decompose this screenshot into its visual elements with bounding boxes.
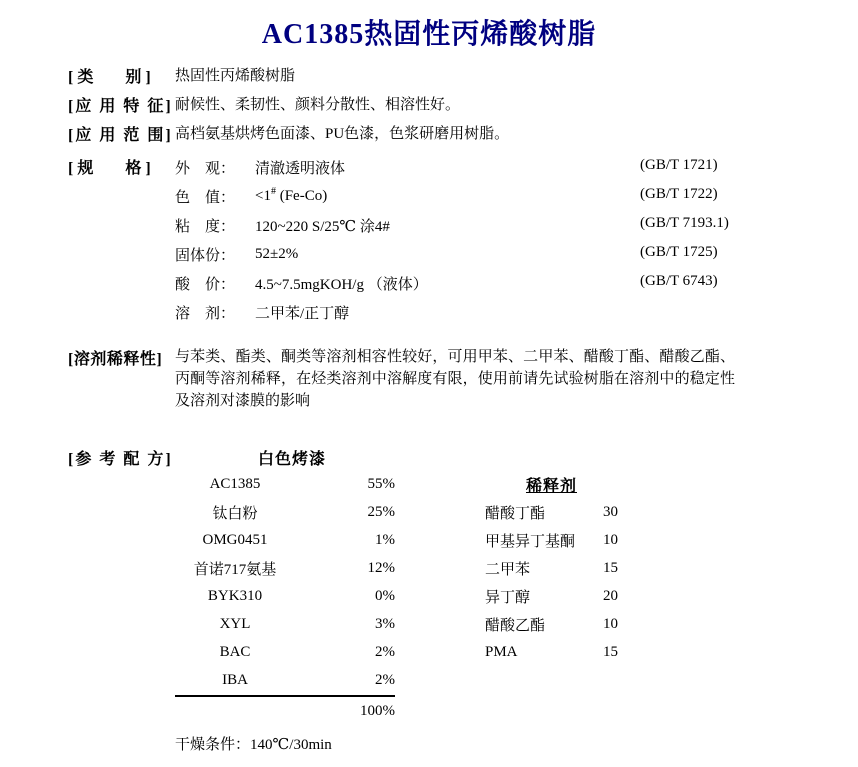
spec-standard: (GB/T 1725) (640, 244, 718, 260)
solvent-dilution-text: 与苯类、酯类、酮类等溶剂相容性较好，可用甲苯、二甲苯、醋酸丁酯、醋酸乙酯、丙酮等溶剂稀释，在烃类溶剂中溶解度有限，使用前请先试验树脂在溶剂中的稳定性及溶剂对漆膜的影响 (175, 349, 735, 409)
component-pct: 2% (375, 671, 395, 688)
component-pct: 1% (375, 531, 395, 548)
spec-row-color-value (175, 182, 848, 211)
scope-row (68, 122, 838, 145)
spec-standard: (GB/T 1721) (640, 157, 718, 173)
formula-row (175, 470, 395, 498)
paint-title: 白色烤漆 (258, 451, 327, 468)
thinner-qty: 30 (603, 503, 618, 520)
thinner-row (485, 526, 618, 554)
spec-standard: (GB/T 1722) (640, 186, 718, 202)
formula-label-row (68, 446, 838, 469)
spec-value: <1# (Fe-Co) (255, 186, 328, 204)
thinner-table (485, 470, 618, 666)
formula-row (175, 666, 395, 694)
spec-value: 4.5~7.5mgKOH/g （液体） (255, 277, 428, 293)
drying-condition: 干燥条件：140℃/30min (175, 737, 332, 753)
formula-row (175, 526, 395, 554)
thinner-name: 异丁醇 (485, 589, 531, 606)
category-value: 热固性丙烯酸树脂 (175, 68, 296, 84)
spec-row-acid-value (175, 269, 848, 298)
spec-value: 120~220 S/25℃ 涂4# (255, 219, 390, 235)
component-pct: 25% (367, 503, 395, 520)
features-row (68, 93, 838, 116)
component-pct: 12% (367, 559, 395, 576)
component-name: 钛白粉 (212, 505, 258, 522)
formula-row (175, 554, 395, 582)
spec-standard: (GB/T 6743) (640, 273, 718, 289)
spec-name: 溶 剂： (175, 306, 236, 322)
thinner-name: PMA (485, 643, 518, 660)
spec-value: 清澈透明液体 (255, 161, 346, 177)
thinner-qty: 15 (603, 643, 618, 660)
solvent-dilution-label: [溶剂稀释性] (68, 351, 163, 368)
specs-label: [ 规 格 ] (68, 160, 151, 177)
component-name: IBA (222, 671, 248, 688)
component-pct: 3% (375, 615, 395, 632)
thinner-row (485, 498, 618, 526)
thinner-row (485, 582, 618, 610)
formula-row (175, 638, 395, 666)
thinner-name: 醋酸丁酯 (485, 505, 546, 522)
formula-total: 100% (360, 703, 395, 719)
scope-value: 高档氨基烘烤色面漆、PU色漆，色浆研磨用树脂。 (175, 126, 510, 142)
component-pct: 55% (367, 475, 395, 492)
formula-row (175, 610, 395, 638)
spec-row-viscosity (175, 211, 848, 240)
spec-name: 固体份： (175, 248, 236, 264)
thinner-header: 稀释剂 (525, 477, 577, 495)
formula-row (175, 498, 395, 526)
component-name: BYK310 (207, 587, 263, 604)
thinner-name: 甲基异丁基酮 (485, 533, 576, 550)
component-pct: 0% (375, 587, 395, 604)
features-value: 耐候性、柔韧性、颜料分散性、相溶性好。 (175, 97, 461, 113)
formula-row (175, 582, 395, 610)
specs-table (175, 153, 848, 327)
formula-label: [参 考 配 方] (68, 451, 173, 468)
component-name: OMG0451 (202, 531, 268, 548)
spec-standard: (GB/T 7193.1) (640, 215, 729, 231)
thinner-name: 醋酸乙酯 (485, 617, 546, 634)
thinner-row (485, 610, 618, 638)
category-row (68, 64, 838, 87)
thinner-qty: 20 (603, 587, 618, 604)
thinner-name: 二甲苯 (485, 561, 531, 578)
thinner-qty: 10 (603, 531, 618, 548)
component-name: 首诺717氨基 (193, 561, 277, 578)
category-label: [ 类 别 ] (68, 69, 151, 86)
scope-label: [应 用 范 围] (68, 127, 173, 144)
spec-name: 粘 度： (175, 219, 236, 235)
spec-row-solvent (175, 298, 848, 327)
spec-name: 酸 价： (175, 277, 236, 293)
component-name: XYL (219, 615, 251, 632)
component-pct: 2% (375, 643, 395, 660)
component-name: AC1385 (209, 475, 261, 492)
features-label: [应 用 特 征] (68, 98, 173, 115)
spec-row-appearance (175, 153, 848, 182)
spec-name: 外 观： (175, 161, 236, 177)
formula-table (175, 470, 395, 726)
spec-row-solids (175, 240, 848, 269)
thinner-qty: 15 (603, 559, 618, 576)
page-title: AC1385热固性丙烯酸树脂 (261, 19, 597, 50)
thinner-row (485, 638, 618, 666)
spec-name: 色 值： (175, 190, 236, 206)
thinner-row (485, 554, 618, 582)
component-name: BAC (219, 643, 251, 660)
spec-value: 52±2% (255, 246, 299, 262)
spec-value: 二甲苯/正丁醇 (255, 306, 350, 322)
thinner-qty: 10 (603, 615, 618, 632)
